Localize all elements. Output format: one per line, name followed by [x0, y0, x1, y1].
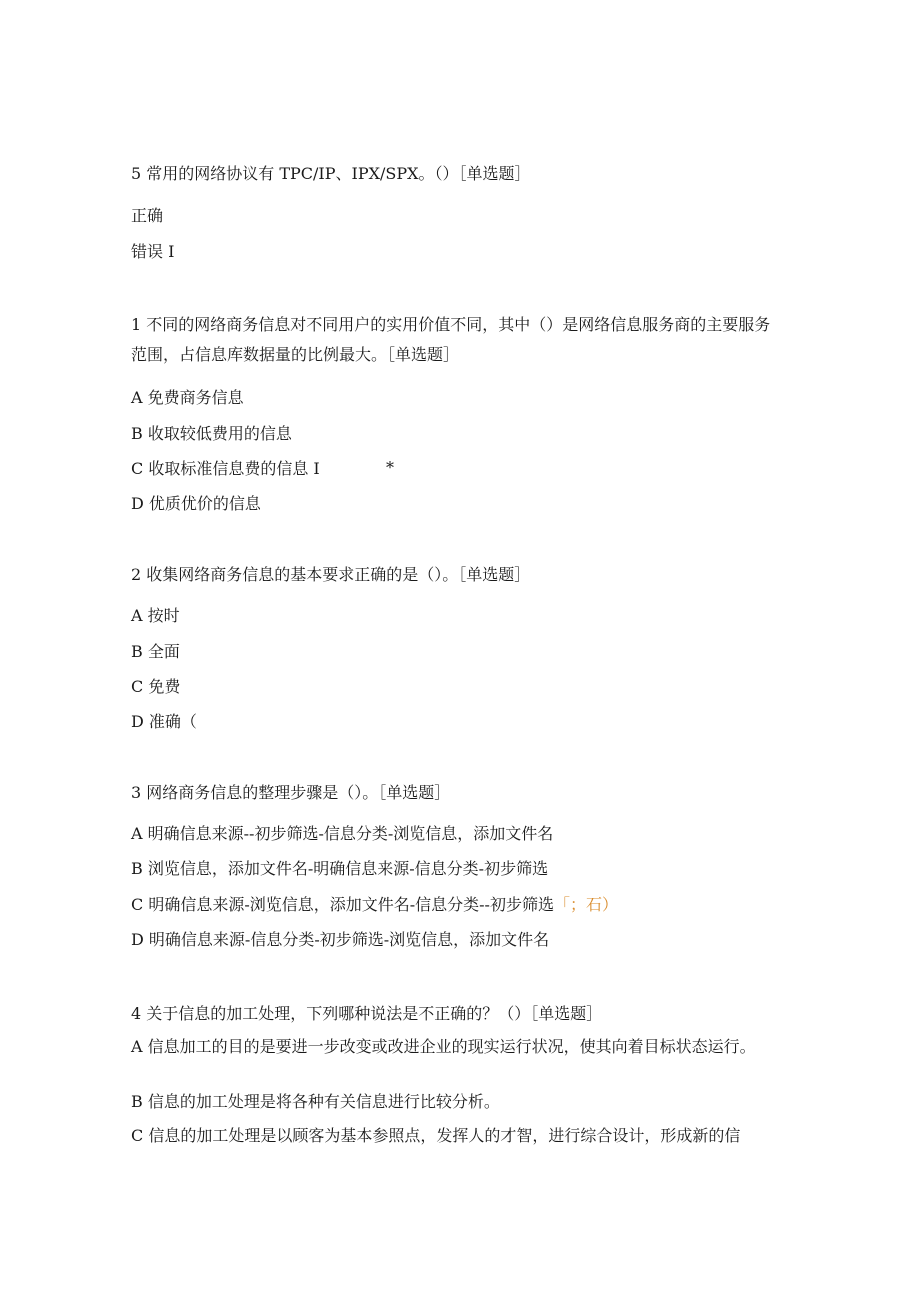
question-1-option-b: B 收取较低费用的信息: [131, 424, 292, 443]
question-3-option-c: [131, 894, 618, 916]
question-3-option-a: A 明确信息来源--初步筛选-信息分类-浏览信息，添加文件名: [131, 824, 554, 843]
question-5-option-true: 正确: [131, 206, 164, 225]
question-4-option-c: C 信息的加工处理是以顾客为基本参照点，发挥人的才智，进行综合设计，形成新的信: [131, 1126, 741, 1145]
question-4-option-b: B 信息的加工处理是将各种有关信息进行比较分析。: [131, 1092, 500, 1111]
question-2-option-d: D 准确（: [131, 712, 197, 731]
question-3-stem: 3 网络商务信息的整理步骤是（）。［单选题］: [131, 783, 451, 802]
question-4-stem: 4 关于信息的加工处理，下列哪种说法是不正确的？（）［单选题］: [131, 1004, 603, 1023]
question-3-option-c-text: C 明确信息来源-浏览信息，添加文件名-信息分类--初步筛选: [131, 895, 554, 914]
question-3-option-d: D 明确信息来源-信息分类-初步筛选-浏览信息，添加文件名: [131, 930, 550, 949]
question-2-stem: 2 收集网络商务信息的基本要求正确的是（）。［单选题］: [131, 565, 531, 584]
question-1-stem: 1 不同的网络商务信息对不同用户的实用价值不同，其中（）是网络信息服务商的主要服务范围，占信息库数据量的比例最大。［单选题］: [131, 315, 771, 364]
question-2-option-a: A 按时: [131, 606, 180, 625]
question-1-option-a: A 免费商务信息: [131, 388, 244, 407]
question-3-option-b: B 浏览信息，添加文件名-明确信息来源-信息分类-初步筛选: [131, 859, 549, 878]
question-3-handwritten-mark: 「；石）: [553, 895, 618, 914]
question-1-option-d: D 优质优价的信息: [131, 494, 261, 513]
question-1-option-c: C 收取标准信息费的信息 I: [131, 459, 320, 478]
question-1-star-mark: *: [386, 458, 394, 477]
question-5-stem: 5 常用的网络协议有 TPC/IP、IPX/SPX。（）［单选题］: [131, 164, 531, 183]
question-5-option-false: 错误 I: [131, 242, 175, 261]
question-2-option-c: C 免费: [131, 677, 181, 696]
question-4-option-a: A 信息加工的目的是要进一步改变或改进企业的现实运行状况，使其向着目标状态运行。: [131, 1037, 756, 1056]
question-2-option-b: B 全面: [131, 642, 180, 661]
